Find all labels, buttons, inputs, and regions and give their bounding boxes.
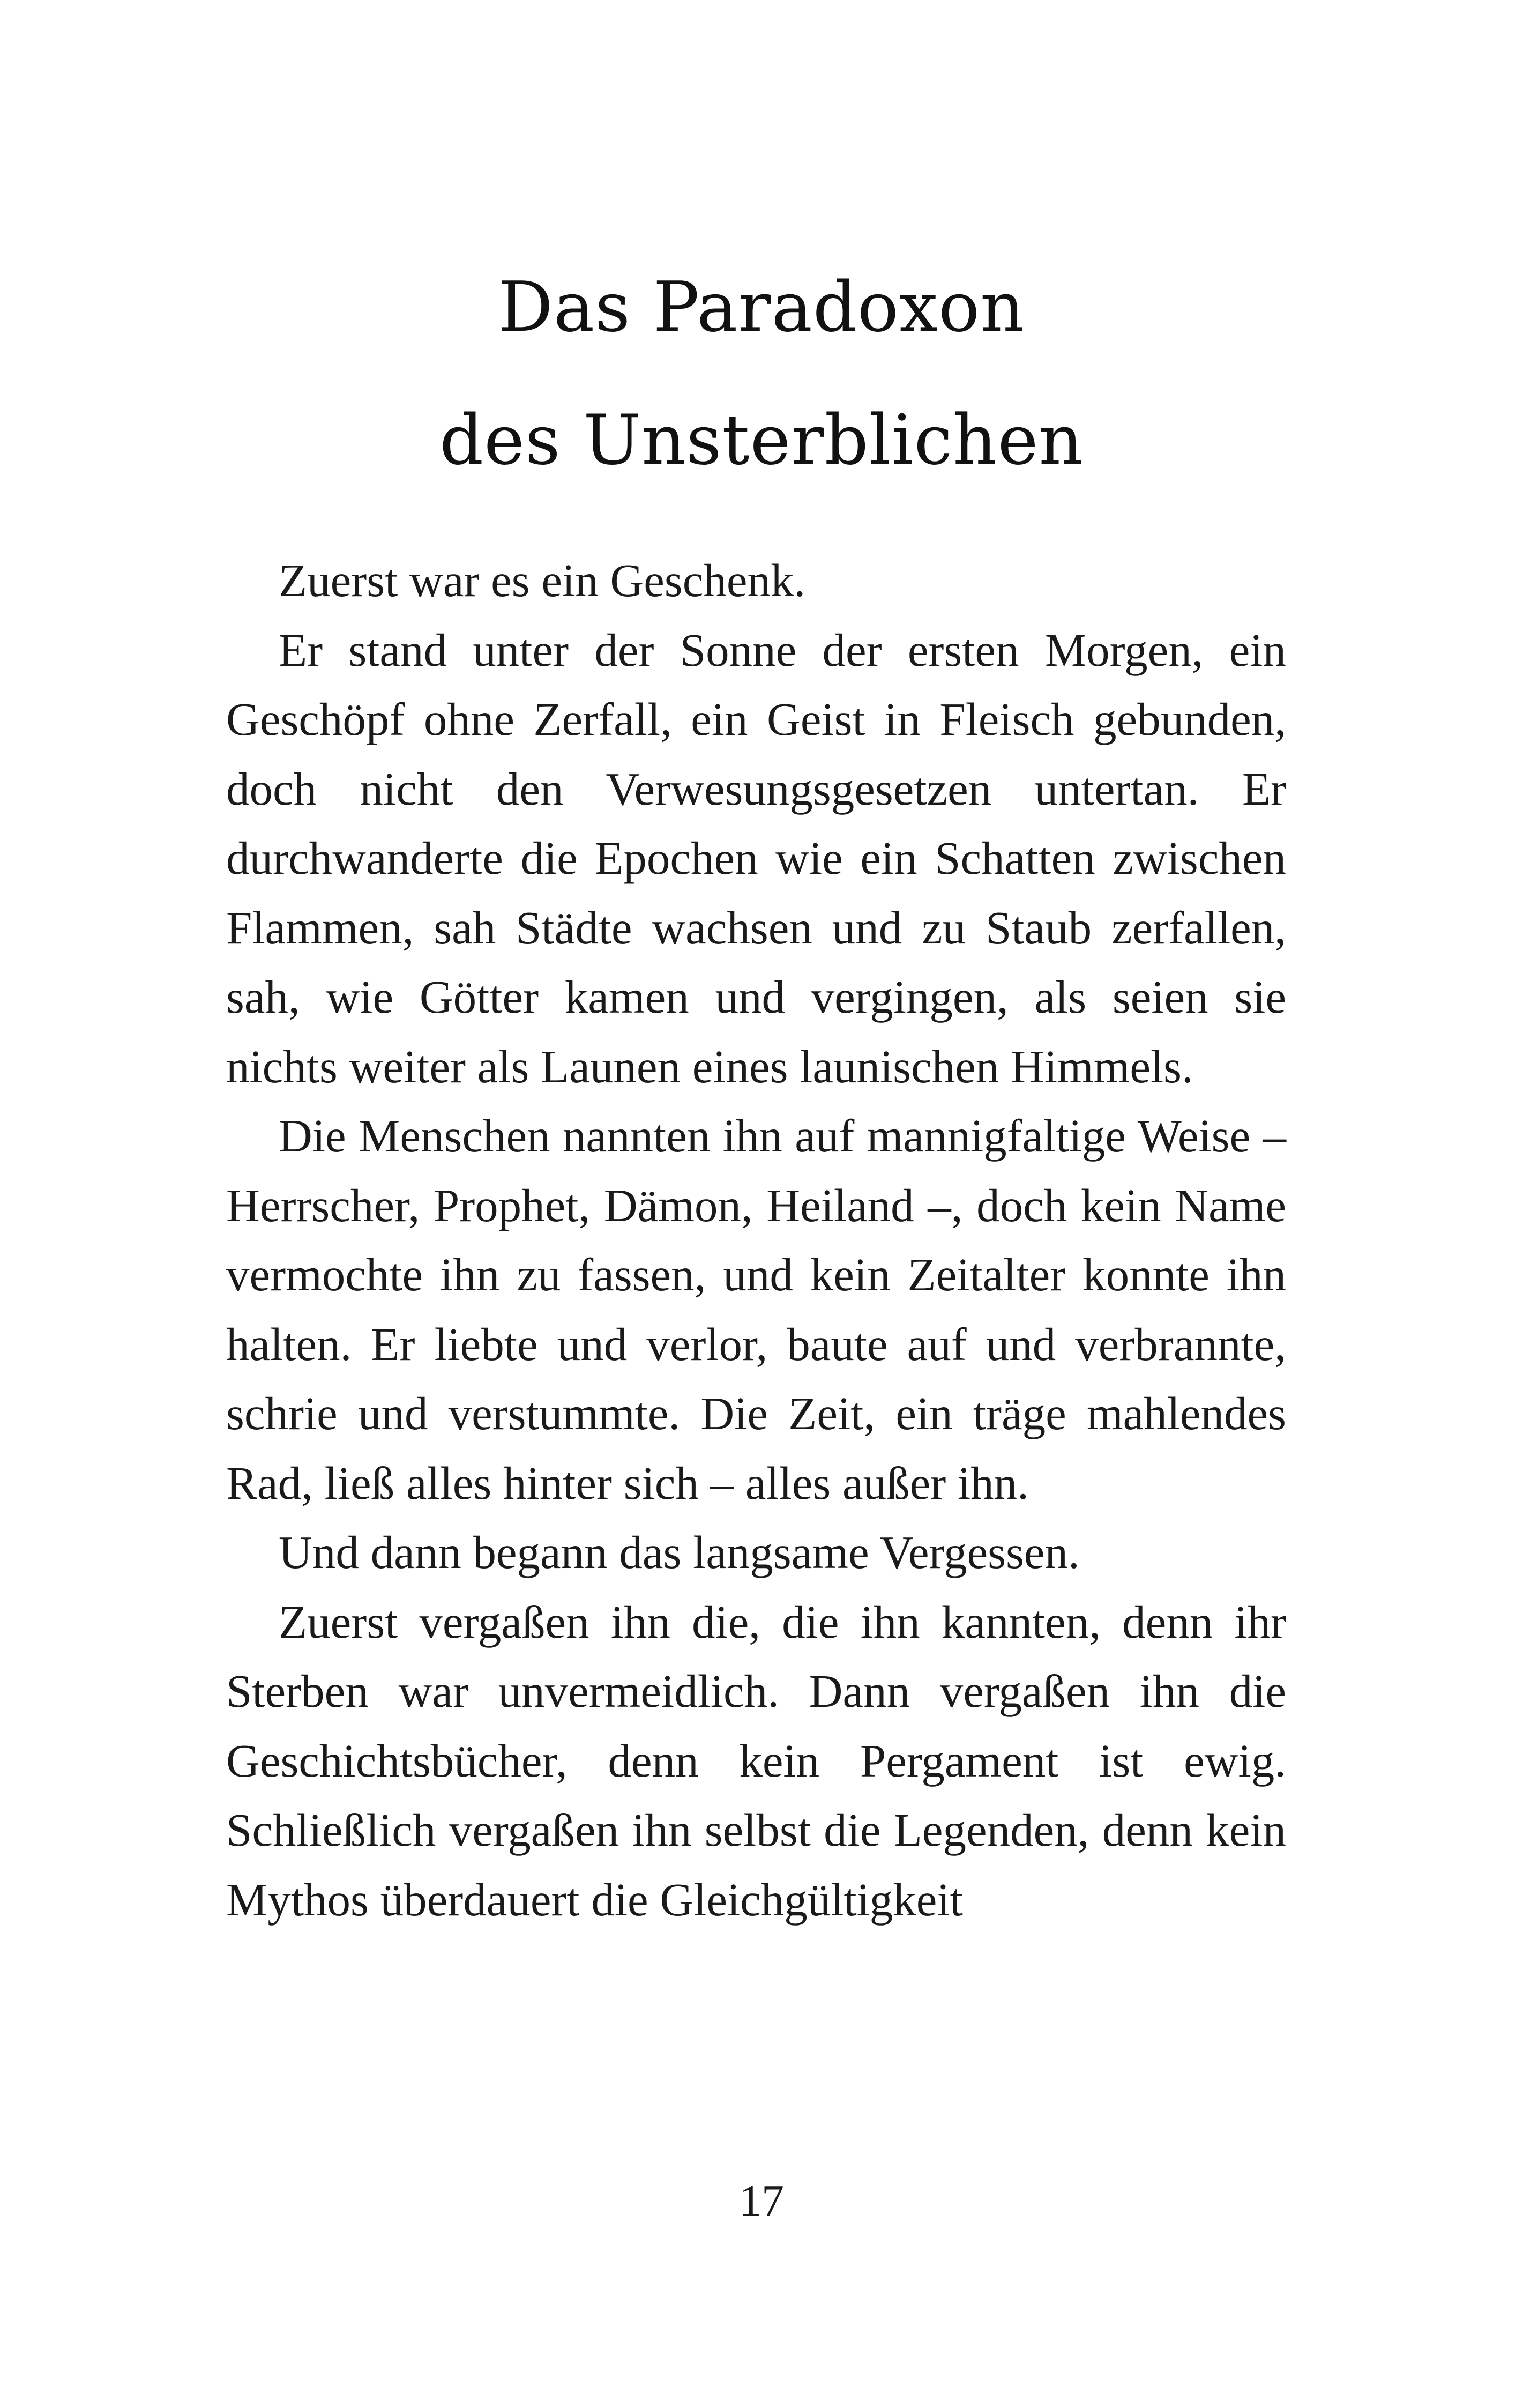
paragraph: Zuerst war es ein Geschenk.: [279, 554, 806, 606]
chapter-title-line-1: Das Paradoxon: [498, 267, 1025, 347]
chapter-title: [0, 241, 1523, 507]
paragraph: Die Menschen nannten ihn auf mannigfaltige Weise – Herrscher, Prophet, Dämon, Heiland –, doch kein Name vermochte ihn zu fassen, und kein Zeitalter konnte ihn halten. Er liebte und verlor, baute auf und verbrannte, schrie und verstummte. Die Zeit, ein träge mahlendes Rad, ließ alles hinter sich – alles außer ihn.: [226, 1110, 1286, 1509]
paragraph: Er stand unter der Sonne der ersten Morgen, ein Geschöpf ohne Zerfall, ein Geist in Fleisch gebunden, doch nicht den Verwesungsgesetzen untertan. Er durchwanderte die Epochen wie ein Schatten zwischen Flammen, sah Städte wachsen und zu Staub zerfallen, sah, wie Götter kamen und vergingen, als seien sie nichts weiter als Launen eines launischen Himmels.: [226, 623, 1286, 1092]
paragraph: Zuerst vergaßen ihn die, die ihn kannten, denn ihr Sterben war unvermeidlich. Dann vergaßen ihn die Geschichtsbücher, denn kein Pergament ist ewig. Schließlich vergaßen ihn selbst die Legenden, denn kein Mythos überdauert die Gleichgültigkeit: [226, 1595, 1286, 1926]
chapter-body: [226, 546, 1286, 1934]
chapter-title-line-2: des Unsterblichen: [439, 400, 1084, 480]
page-number: 17: [739, 2176, 784, 2226]
paragraph: Und dann begann das langsame Vergessen.: [279, 1526, 1080, 1578]
